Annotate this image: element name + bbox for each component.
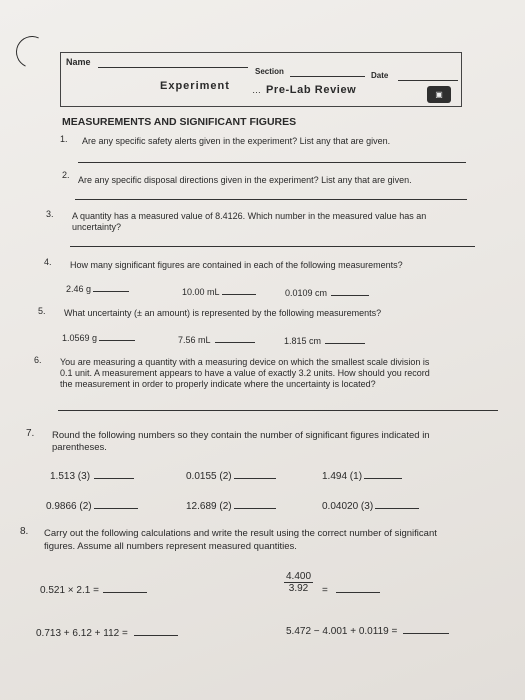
q1-answer-line[interactable] bbox=[78, 162, 466, 163]
q2-answer-line[interactable] bbox=[75, 199, 467, 200]
date-field-line bbox=[398, 80, 458, 81]
name-field-line bbox=[98, 67, 248, 68]
q8-fraction-equals: = bbox=[322, 583, 380, 596]
q7-blank[interactable] bbox=[94, 499, 138, 509]
q6-answer-line[interactable] bbox=[58, 410, 498, 411]
q1-number: 1. bbox=[60, 134, 68, 144]
q8-fraction bbox=[284, 571, 313, 594]
q8-blank[interactable] bbox=[336, 583, 380, 593]
fraction-denominator: 3.92 bbox=[288, 583, 309, 594]
q7-number: 7. bbox=[26, 428, 35, 439]
dash-separator: … bbox=[252, 85, 261, 95]
prelab-label: Pre-Lab Review bbox=[266, 84, 357, 96]
q7-item: 0.0155 (2) bbox=[186, 469, 276, 482]
q5-item: 1.815 cm bbox=[284, 334, 365, 347]
q8-text-line2: figures. Assume all numbers represent measured quantities. bbox=[44, 541, 297, 552]
q4-blank[interactable] bbox=[331, 286, 369, 296]
q5-item: 7.56 mL bbox=[178, 333, 255, 346]
q8-number: 8. bbox=[20, 526, 29, 537]
section-field-line bbox=[290, 76, 365, 77]
q7-item: 0.04020 (3) bbox=[322, 499, 419, 512]
q5-blank[interactable] bbox=[325, 334, 365, 344]
name-label: Name bbox=[66, 57, 91, 67]
q4-item: 0.0109 cm bbox=[285, 286, 369, 299]
experiment-label: Experiment bbox=[160, 80, 230, 92]
fraction-numerator: 4.400 bbox=[286, 571, 312, 582]
q7-item: 1.494 (1) bbox=[322, 469, 402, 482]
q7-item: 12.689 (2) bbox=[186, 499, 276, 512]
q3-answer-line[interactable] bbox=[70, 246, 475, 247]
q6-text-line2: 0.1 unit. A measurement appears to have a value of exactly 3.2 units. How should you record bbox=[60, 368, 430, 378]
q3-number: 3. bbox=[46, 209, 54, 219]
q4-blank[interactable] bbox=[93, 282, 129, 292]
q7-blank[interactable] bbox=[94, 469, 134, 479]
q4-text: How many significant figures are contained in each of the following measurements? bbox=[70, 260, 403, 270]
q5-text: What uncertainty (± an amount) is represented by the following measurements? bbox=[64, 308, 382, 318]
q7-blank[interactable] bbox=[234, 499, 276, 509]
q8-calc-multiply: 0.521 × 2.1 = bbox=[40, 583, 147, 596]
publisher-logo-icon: ▣ bbox=[427, 86, 451, 103]
q7-item: 1.513 (3) bbox=[50, 469, 134, 482]
q8-calc-diff: 5.472 − 4.001 + 0.0119 = bbox=[286, 624, 449, 637]
q8-blank[interactable] bbox=[134, 626, 178, 636]
q5-blank[interactable] bbox=[215, 333, 255, 343]
q2-text: Are any specific disposal directions given in the experiment? List any that are given. bbox=[78, 175, 412, 185]
q8-text-line1: Carry out the following calculations and write the result using the correct number of significant bbox=[44, 528, 437, 539]
q5-number: 5. bbox=[38, 306, 46, 316]
q7-blank[interactable] bbox=[375, 499, 419, 509]
q4-item: 2.46 g bbox=[66, 282, 129, 295]
q8-blank[interactable] bbox=[403, 624, 449, 634]
q6-text-line1: You are measuring a quantity with a measuring device on which the smallest scale division is bbox=[60, 357, 430, 367]
page-title: MEASUREMENTS AND SIGNIFICANT FIGURES bbox=[62, 116, 297, 128]
q5-item: 1.0569 g bbox=[62, 331, 135, 344]
section-label: Section bbox=[255, 67, 284, 76]
q4-blank[interactable] bbox=[222, 285, 256, 295]
q5-blank[interactable] bbox=[99, 331, 135, 341]
date-label: Date bbox=[371, 71, 389, 80]
binder-ring-mark bbox=[11, 31, 52, 72]
q6-number: 6. bbox=[34, 355, 42, 365]
q4-item: 10.00 mL bbox=[182, 285, 256, 298]
q2-number: 2. bbox=[62, 170, 70, 180]
q8-blank[interactable] bbox=[103, 583, 147, 593]
q3-text-line2: uncertainty? bbox=[72, 222, 122, 232]
q6-text-line3: the measurement in order to properly indicate where the uncertainty is located? bbox=[60, 379, 376, 389]
q7-item: 0.9866 (2) bbox=[46, 499, 138, 512]
q4-number: 4. bbox=[44, 257, 52, 267]
q8-calc-sum: 0.713 + 6.12 + 112 = bbox=[36, 626, 178, 639]
q7-blank[interactable] bbox=[364, 469, 402, 479]
q1-text: Are any specific safety alerts given in the experiment? List any that are given. bbox=[82, 136, 391, 146]
q3-text-line1: A quantity has a measured value of 8.4126. Which number in the measured value has an bbox=[72, 211, 427, 221]
q7-text-line1: Round the following numbers so they contain the number of significant figures indicated in bbox=[52, 430, 430, 441]
q7-text-line2: parentheses. bbox=[52, 442, 107, 453]
q7-blank[interactable] bbox=[234, 469, 276, 479]
